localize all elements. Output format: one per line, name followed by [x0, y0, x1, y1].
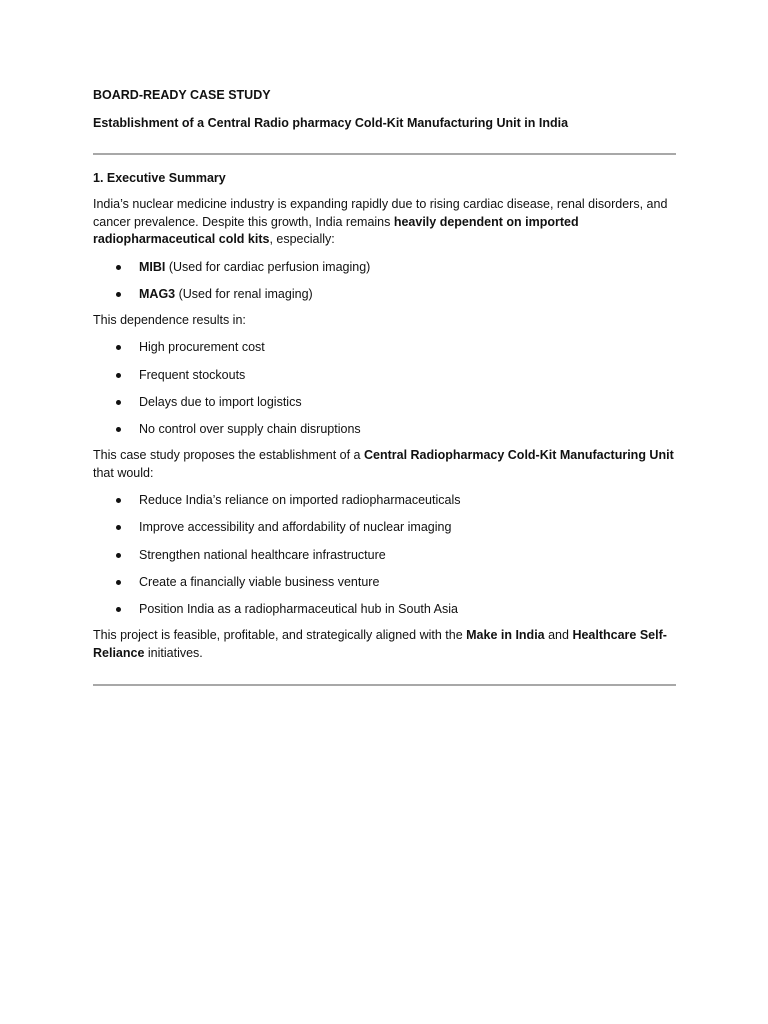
list-item-text: No control over supply chain disruptions: [139, 422, 361, 437]
list-item: [93, 258, 676, 276]
kit-description: (Used for renal imaging): [175, 286, 313, 301]
list-item: [93, 393, 676, 411]
dependence-intro: This dependence results in:: [93, 312, 246, 327]
list-item: [93, 338, 676, 356]
bullet-icon: [116, 498, 121, 503]
list-item: [93, 573, 676, 591]
intro-paragraph: [93, 196, 676, 249]
closing-paragraph: [93, 627, 676, 662]
list-item-text: Delays due to import logistics: [139, 394, 302, 409]
bullet-icon: [116, 373, 121, 378]
closing-bold-text-2: Healthcare Self-Reliance: [93, 628, 667, 660]
closing-text-2: and: [544, 628, 573, 643]
list-item-text: Reduce India’s reliance on imported radiopharmaceuticals: [139, 493, 461, 508]
bullet-icon: [116, 345, 121, 350]
document-page: [93, 86, 676, 686]
list-item-text: Frequent stockouts: [139, 367, 246, 382]
benefits-list: [93, 491, 676, 618]
bullet-icon: [116, 292, 121, 297]
list-item-text: Position India as a radiopharmaceutical hub in South Asia: [139, 602, 458, 617]
intro-text-1: India’s nuclear medicine industry is expanding rapidly due to rising cardiac disease, renal disorders, and cancer prevalence. Despite this growth, India remains: [93, 197, 668, 229]
kit-description: (Used for cardiac perfusion imaging): [165, 259, 371, 274]
kits-list: [93, 258, 676, 303]
bullet-icon: [116, 427, 121, 432]
list-item-text: High procurement cost: [139, 340, 265, 355]
list-item: [93, 546, 676, 564]
list-item: [93, 420, 676, 438]
kit-name: MIBI: [139, 259, 166, 274]
closing-text-1: This project is feasible, profitable, and strategically aligned with the: [93, 628, 467, 643]
bullet-icon: [116, 400, 121, 405]
bullet-icon: [116, 607, 121, 612]
list-item: [93, 491, 676, 509]
closing-text-3: initiatives.: [144, 645, 203, 660]
bullet-icon: [116, 525, 121, 530]
document-title: Establishment of a Central Radio pharmacy Cold-Kit Manufacturing Unit in India: [93, 116, 569, 130]
dependence-results-list: [93, 338, 676, 438]
bullet-icon: [116, 553, 121, 558]
list-item-text: Create a financially viable business venture: [139, 575, 380, 590]
document-type-label: BOARD-READY CASE STUDY: [93, 88, 271, 102]
bullet-icon: [116, 580, 121, 585]
intro-text-2: , especially:: [269, 232, 335, 246]
section-heading-executive-summary: 1. Executive Summary: [93, 171, 226, 185]
list-item-text: Strengthen national healthcare infrastructure: [139, 547, 386, 562]
closing-bold-text-1: Make in India: [466, 628, 545, 643]
list-item: [93, 518, 676, 536]
top-divider: [93, 153, 676, 155]
proposal-paragraph: [93, 447, 676, 482]
bottom-divider: [93, 684, 676, 686]
kit-name: MAG3: [139, 286, 176, 301]
list-item-text: Improve accessibility and affordability of nuclear imaging: [139, 520, 452, 535]
bullet-icon: [116, 265, 121, 270]
list-item: [93, 285, 676, 303]
list-item: [93, 366, 676, 384]
intro-bold-text: heavily dependent on imported radiopharmaceutical cold kits: [93, 214, 579, 246]
proposal-text-2: that would:: [93, 465, 154, 480]
list-item: [93, 600, 676, 618]
proposal-bold-text: Central Radiopharmacy Cold-Kit Manufacturing Unit: [363, 448, 674, 463]
proposal-text-1: This case study proposes the establishment of a: [93, 448, 364, 463]
